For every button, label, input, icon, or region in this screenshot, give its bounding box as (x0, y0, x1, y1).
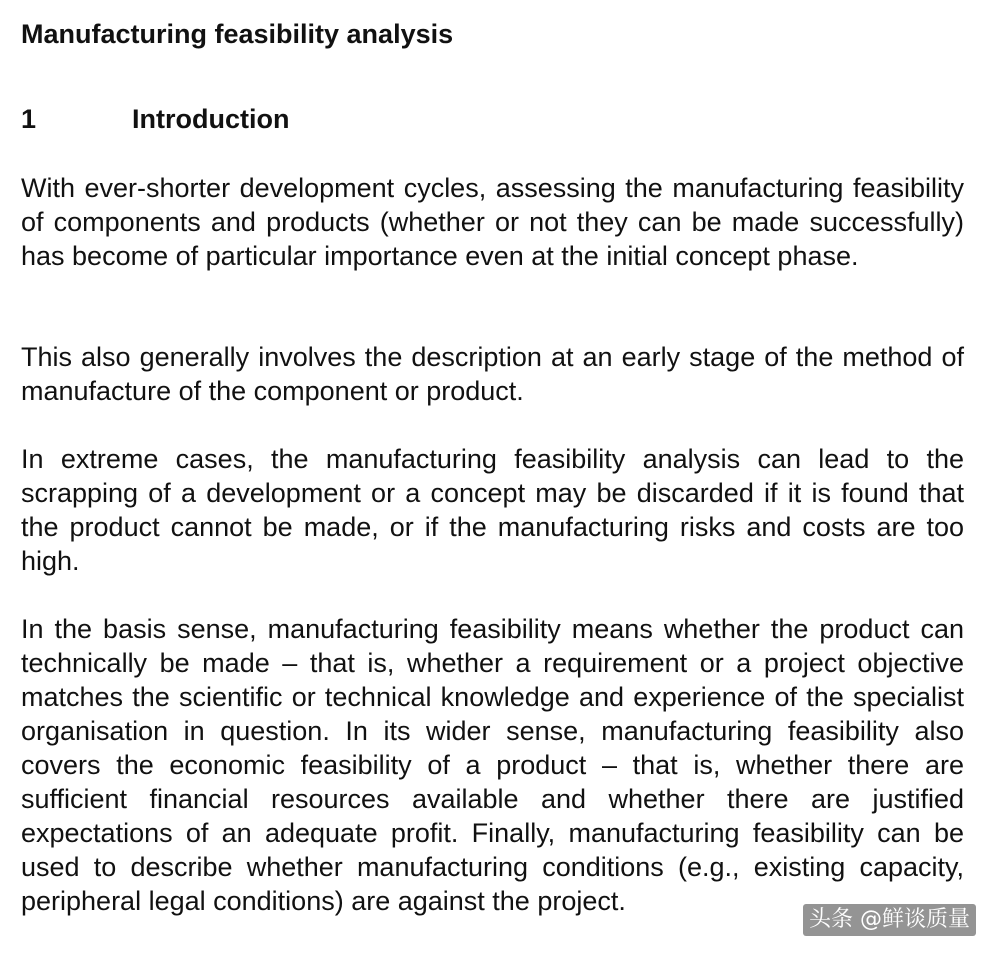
paragraph-development-cycles: With ever-shorter development cycles, assessing the manufacturing feasibility of components and products (whether or not they can be made successfully) has become of particular importance even at the initial concept phase. (21, 173, 964, 271)
paragraph-basis-sense: In the basis sense, manufacturing feasibility means whether the product can technically be made – that is, whether a requirement or a project objective matches the scientific or technical knowledge and experience of the specialist organisation in question. In its wider sense, manufacturing feasibility also covers the economic feasibility of a product – that is, whether there are sufficient financial resources available and whether there are justified expectations of an adequate profit. Finally, manufacturing feasibility can be used to describe whether manufacturing conditions (e.g., existing capacity, peripheral legal conditions) are against the project. (21, 614, 964, 916)
section-title: Introduction (132, 104, 290, 134)
paragraph-extreme-cases: In extreme cases, the manufacturing feasibility analysis can lead to the scrapping of a development or a concept may be discarded if it is found that the product cannot be made, or if the manufacturing risks and costs are too high. (21, 444, 964, 576)
section-heading (21, 102, 289, 136)
section-number: 1 (21, 104, 37, 134)
document-title: Manufacturing feasibility analysis (21, 19, 454, 49)
source-watermark: 头条 @鲜谈质量 (803, 904, 976, 936)
paragraph-method-of-manufacture: This also generally involves the description at an early stage of the method of manufacture of the component or product. (21, 342, 964, 406)
